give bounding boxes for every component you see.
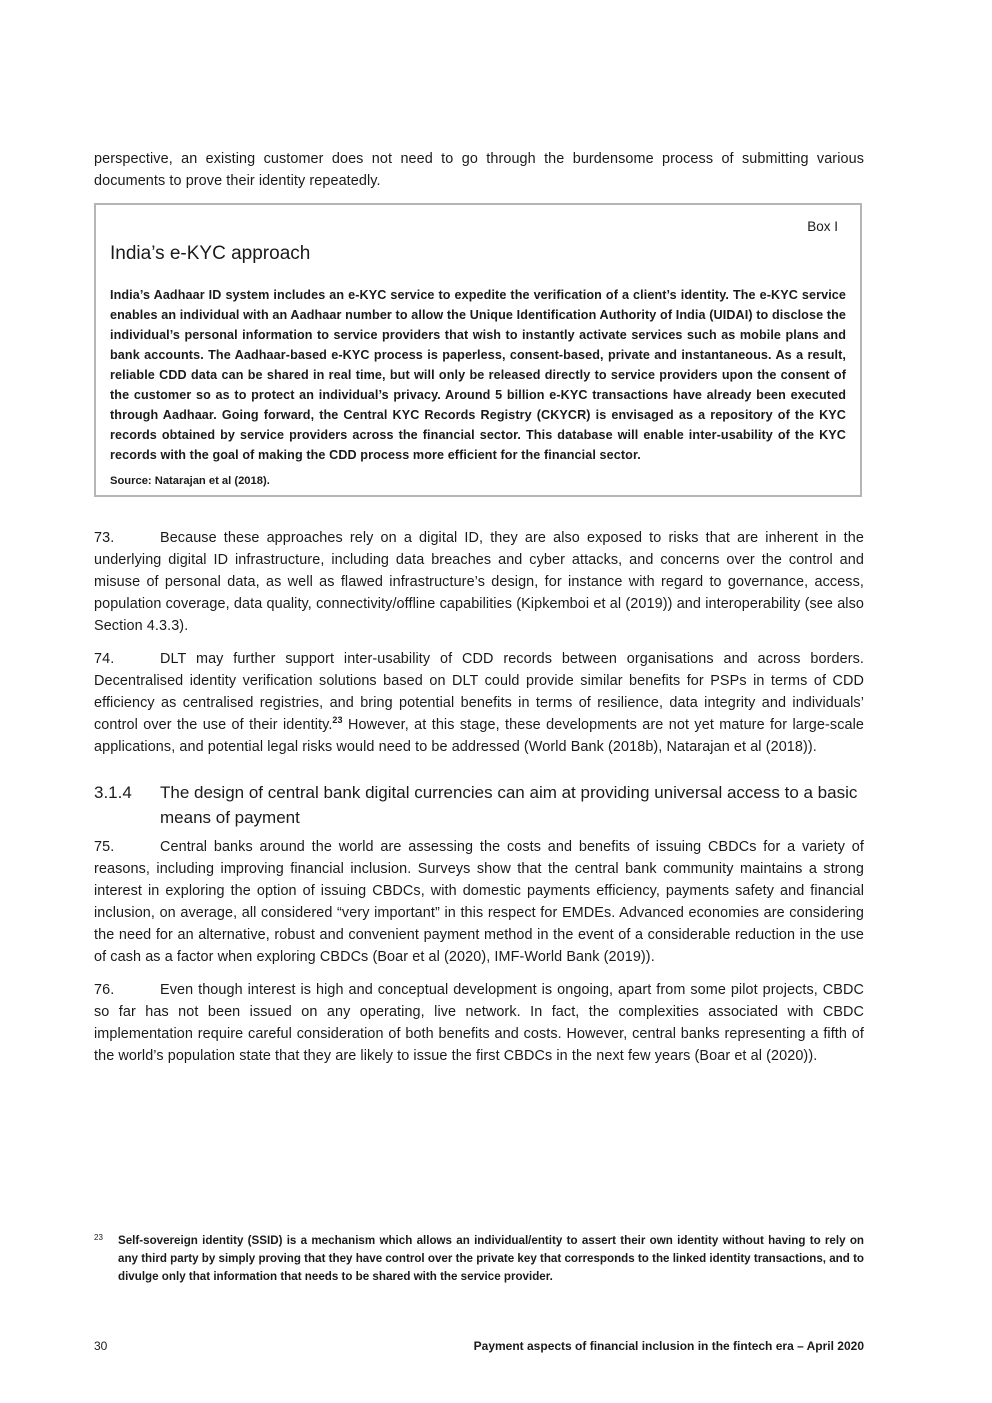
- page-number: 30: [94, 1339, 108, 1353]
- section-heading: [94, 780, 864, 830]
- box-body: India’s Aadhaar ID system includes an e-KYC service to expedite the verification of a client’s identity. The e-KYC service enables an individual with an Aadhaar number to allow the Unique Identification Authority of India (UIDAI) to disclose the individual’s personal information to service providers that wish to instantly activate services such as mobile plans and bank accounts. The Aadhaar-based e-KYC process is paperless, consent-based, private and instantaneous. As a result, reliable CDD data can be shared in real time, but will only be released directly to service providers upon the consent of the customer so as to protect an individual’s privacy. Around 5 billion e-KYC transactions have already been executed through Aadhaar. Going forward, the Central KYC Records Registry (CKYCR) is envisaged as a repository of the KYC records obtained by service providers across the financial sector. This database will enable inter-usability of the KYC records with the goal of making the CDD process more efficient for the financial sector.: [110, 288, 846, 462]
- paragraph-75: [94, 836, 864, 968]
- section-number: 3.1.4: [94, 783, 132, 802]
- paragraph-text: Even though interest is high and conceptual development is ongoing, apart from some pilot projects, CBDC so far has not been issued on any operating, live network. In fact, the complexities associated with CBDC implementation require careful consideration of both benefits and costs. However, central banks representing a fifth of the world’s population state that they are likely to issue the first CBDCs in the next few years (Boar et al (2020)).: [94, 982, 864, 1064]
- footnote-reference[interactable]: 23: [332, 715, 343, 726]
- document-title: Payment aspects of financial inclusion in the fintech era – April 2020: [473, 1339, 864, 1353]
- paragraph-76: [94, 979, 864, 1067]
- paragraph-73: [94, 527, 864, 637]
- paragraph-number: 76.: [94, 982, 115, 998]
- box-title: India’s e-KYC approach: [110, 243, 311, 264]
- paragraph-text: Because these approaches rely on a digital ID, they are also exposed to risks that are inherent in the underlying digital ID infrastructure, including data breaches and cyber attacks, and concerns over the control and misuse of personal data, as well as flawed infrastructure’s design, for instance with regard to governance, access, population coverage, data quality, connectivity/offline capabilities (Kipkemboi et al (2019)) and interoperability (see also Section 4.3.3).: [94, 530, 864, 634]
- footnote-number: 23: [94, 1233, 103, 1242]
- box-label: Box I: [807, 219, 838, 234]
- intro-paragraph: perspective, an existing customer does not need to go through the burdensome process of submitting various documents to prove their identity repeatedly.: [94, 151, 864, 189]
- section-title: The design of central bank digital currencies can aim at providing universal access to a basic means of payment: [160, 783, 858, 827]
- paragraph-number: 73.: [94, 530, 115, 546]
- box-india-ekyc: [94, 203, 862, 497]
- paragraph-number: 74.: [94, 651, 115, 667]
- paragraph-74: [94, 648, 864, 758]
- paragraph-text-continued: However, at this stage, these developments are not yet mature for large-scale applications, and potential legal risks would need to be addressed (World Bank (2018b), Natarajan et al (2018)).: [94, 717, 864, 755]
- footnote-23: [94, 1232, 864, 1286]
- page-content: [94, 148, 864, 1078]
- footnote-text: Self-sovereign identity (SSID) is a mechanism which allows an individual/entity to assert their own identity without having to rely on any third party by simply proving that they have control over the private key that corresponds to the linked identity transactions, and to divulge only that information that needs to be shared with the service provider.: [118, 1234, 865, 1283]
- page-footer: [94, 1338, 864, 1354]
- paragraph-text: Central banks around the world are assessing the costs and benefits of issuing CBDCs for a variety of reasons, including improving financial inclusion. Surveys show that the central bank community maintains a strong interest in exploring the option of issuing CBDCs, with domestic payments efficiency, payments safety and financial inclusion, on average, all considered “very important” in this respect for EMDEs. Advanced economies are considering the need for an alternative, robust and convenient payment method in the event of a considerable reduction in the use of cash as a factor when exploring CBDCs (Boar et al (2020), IMF-World Bank (2019)).: [94, 839, 864, 965]
- paragraph-text: DLT may further support inter-usability of CDD records between organisations and across borders. Decentralised identity verification solutions based on DLT could provide similar benefits for PSPs in terms of CDD efficiency as centralised registries, and bring potential benefits in terms of resilience, data integrity and individuals’ control over the use of their identity.: [94, 651, 864, 733]
- box-source: Source: Natarajan et al (2018).: [110, 475, 270, 487]
- paragraph-number: 75.: [94, 839, 115, 855]
